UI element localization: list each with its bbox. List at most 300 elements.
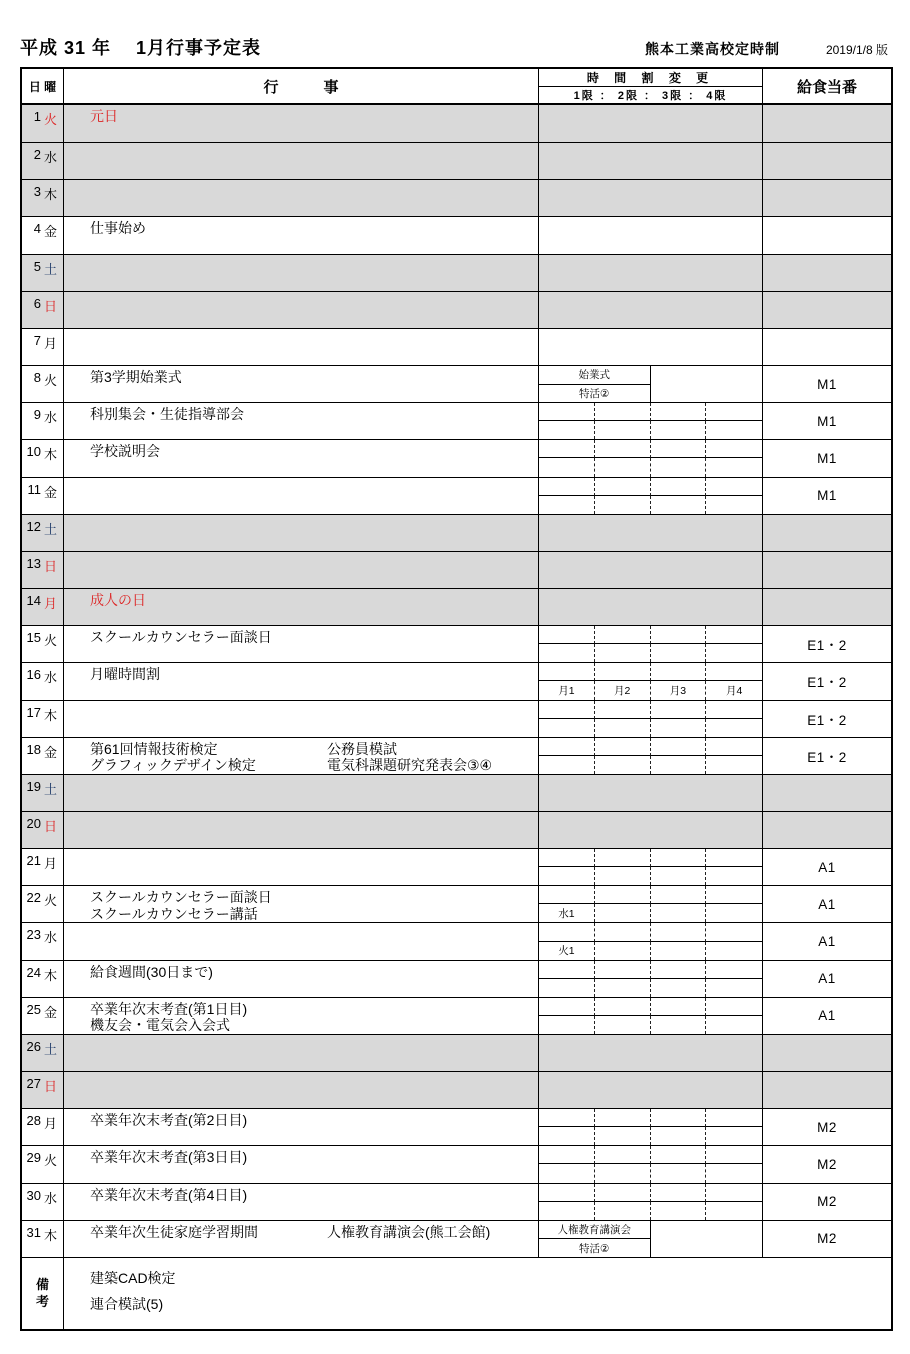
timetable-period-bottom: [651, 1016, 707, 1034]
events-cell: [64, 626, 539, 662]
events-cell: [64, 105, 539, 142]
timetable-cell: [539, 849, 763, 885]
header-timetable-label: 時 間 割 変 更: [539, 69, 762, 87]
day-number: 17: [26, 704, 41, 720]
timetable-period-top: [539, 626, 595, 644]
table-row: [22, 1034, 891, 1071]
day-number: 10: [26, 444, 41, 460]
day-cell: [22, 1221, 64, 1257]
timetable-period-top: [706, 998, 762, 1016]
table-row: [22, 774, 891, 811]
lunch-duty-cell: M2: [817, 1156, 837, 1172]
timetable-period-top: [595, 440, 651, 458]
lunch-duty-cell: M1: [817, 450, 837, 466]
table-row: [22, 737, 891, 774]
day-number: 16: [26, 667, 41, 683]
timetable-period-top: [706, 701, 762, 719]
day-cell: [22, 143, 64, 179]
event-line: [90, 1187, 538, 1204]
timetable-grid: [539, 440, 762, 476]
timetable-period-top: [595, 738, 651, 756]
table-row: [22, 997, 891, 1034]
day-weekday: 水: [44, 930, 58, 946]
timetable-period-bottom: [651, 1127, 707, 1145]
table-row: [22, 700, 891, 737]
timetable-cell: [539, 626, 763, 662]
day-cell: [22, 961, 64, 997]
timetable-cell: [539, 217, 763, 253]
day-weekday: 木: [44, 707, 58, 723]
day-weekday: 土: [44, 1041, 58, 1057]
day-weekday: 土: [44, 521, 58, 537]
timetable-period-top: [651, 478, 707, 496]
day-number: 27: [26, 1076, 41, 1092]
timetable-period-top: [651, 1146, 707, 1164]
day-number: 9: [33, 407, 41, 423]
timetable-period-top: [651, 886, 707, 904]
timetable-period-top: [539, 961, 595, 979]
event-line: [90, 369, 538, 386]
table-row: [22, 179, 891, 216]
timetable-split-bottom: 特活②: [579, 387, 610, 400]
events-cell: [64, 1035, 539, 1071]
lunch-duty-cell: M1: [817, 413, 837, 429]
events-cell: [64, 440, 539, 476]
events-cell: [64, 1221, 539, 1257]
day-number: 21: [26, 853, 41, 869]
day-cell: [22, 329, 64, 365]
timetable-period-top: [651, 1109, 707, 1127]
day-number: 11: [27, 481, 41, 497]
timetable-period-bottom: [651, 942, 707, 960]
timetable-split-bottom: 特活②: [579, 1242, 610, 1255]
day-cell: [22, 1184, 64, 1220]
timetable-period-bottom: [651, 904, 707, 922]
timetable-period-top: [595, 886, 651, 904]
timetable-grid: [539, 961, 762, 997]
timetable-split: [539, 366, 762, 402]
event-text: 月曜時間割: [90, 666, 160, 683]
table-row: [22, 365, 891, 402]
event-line: [90, 757, 538, 774]
event-text: スクールカウンセラー面談日: [90, 629, 272, 646]
timetable-period-top: [651, 440, 707, 458]
timetable-period-bottom: [706, 756, 762, 774]
events-cell: [64, 1109, 539, 1145]
timetable-period-bottom: [706, 421, 762, 439]
day-weekday: 日: [44, 298, 58, 314]
lunch-duty-cell: [763, 329, 891, 365]
day-weekday: 日: [44, 1079, 58, 1095]
day-cell: [22, 105, 64, 142]
timetable-split-top: 始業式: [539, 366, 650, 385]
document-header: [20, 34, 888, 60]
lunch-duty-cell: E1・2: [807, 749, 847, 765]
day-cell: [22, 663, 64, 699]
day-number: 7: [33, 332, 41, 348]
event-text-secondary: 電気科課題研究発表会③④: [327, 757, 493, 774]
timetable-grid: [539, 701, 762, 737]
timetable-period-top: [539, 886, 595, 904]
timetable-cell: [539, 440, 763, 476]
remarks-label: [22, 1258, 64, 1329]
day-cell: [22, 1109, 64, 1145]
day-cell: [22, 403, 64, 439]
timetable-period-top: [706, 886, 762, 904]
timetable-grid: [539, 1146, 762, 1182]
lunch-duty-cell: E1・2: [807, 675, 847, 691]
day-weekday: 水: [44, 670, 58, 686]
timetable-grid: [539, 886, 762, 922]
day-cell: [22, 701, 64, 737]
timetable-split-right: [651, 1221, 763, 1257]
lunch-duty-cell: [763, 515, 891, 551]
timetable-cell: [539, 552, 763, 588]
timetable-period-bottom: [706, 1202, 762, 1220]
timetable-period-top: [539, 403, 595, 421]
timetable-period-bottom: [539, 719, 595, 737]
timetable-period-bottom: [706, 496, 762, 514]
event-text-secondary: 人権教育講演会(熊工会館): [327, 1223, 491, 1240]
remarks-label-char: 考: [35, 1294, 49, 1310]
day-weekday: 金: [44, 484, 58, 500]
lunch-duty-cell: A1: [818, 934, 836, 950]
timetable-period-bottom: [595, 1202, 651, 1220]
lunch-duty-cell: M2: [817, 1231, 837, 1247]
lunch-duty-cell: [763, 812, 891, 848]
lunch-duty-cell: M2: [817, 1194, 837, 1210]
day-number: 23: [26, 927, 41, 943]
events-cell: [64, 738, 539, 774]
timetable-period-bottom: 月2: [595, 681, 651, 699]
timetable-grid: [539, 738, 762, 774]
timetable-period-bottom: [595, 942, 651, 960]
lunch-duty-cell: [763, 255, 891, 291]
events-cell: [64, 217, 539, 253]
event-line: [90, 406, 538, 423]
timetable-cell: [539, 923, 763, 959]
timetable-period-top: [706, 403, 762, 421]
timetable-period-top: [539, 738, 595, 756]
timetable-cell: [539, 812, 763, 848]
timetable-grid: [539, 998, 762, 1034]
event-text: スクールカウンセラー講話: [90, 905, 258, 922]
timetable-split-left: [539, 1221, 651, 1257]
events-cell: [64, 886, 539, 922]
timetable-period-bottom: [706, 1127, 762, 1145]
table-row: [22, 402, 891, 439]
table-row: [22, 960, 891, 997]
table-row: [22, 477, 891, 514]
day-weekday: 月: [44, 335, 58, 351]
timetable-period-top: [595, 701, 651, 719]
event-line: [90, 1149, 538, 1166]
event-text: 卒業年次末考査(第2日目): [90, 1112, 248, 1129]
header-lunch-duty: 給食当番: [796, 78, 857, 96]
timetable-cell: [539, 663, 763, 699]
table-row: [22, 1071, 891, 1108]
timetable-period-top: [595, 961, 651, 979]
event-text: 成人の日: [90, 592, 146, 609]
timetable-period-bottom: [706, 1016, 762, 1034]
day-number: 4: [33, 221, 41, 237]
timetable-period-top: [651, 738, 707, 756]
event-text: 仕事始め: [90, 220, 146, 237]
timetable-period-bottom: [595, 458, 651, 476]
day-cell: [22, 366, 64, 402]
lunch-duty-cell: [763, 1035, 891, 1071]
timetable-period-bottom: [595, 867, 651, 885]
event-line: [90, 443, 538, 460]
timetable-period-bottom: [706, 719, 762, 737]
table-row: [22, 1183, 891, 1220]
remarks-row: [22, 1257, 891, 1329]
day-weekday: 日: [44, 558, 58, 574]
timetable-grid: [539, 663, 762, 699]
events-cell: [64, 1072, 539, 1108]
timetable-period-top: [651, 923, 707, 941]
event-text: 第61回情報技術検定: [90, 740, 218, 757]
timetable-period-bottom: [706, 644, 762, 662]
table-row: [22, 1145, 891, 1182]
timetable-period-top: [706, 1109, 762, 1127]
timetable-period-top: [539, 1109, 595, 1127]
day-weekday: 木: [44, 187, 58, 203]
timetable-period-top: [539, 663, 595, 681]
lunch-duty-cell: A1: [818, 859, 836, 875]
timetable-cell: [539, 1221, 763, 1257]
day-number: 28: [26, 1113, 41, 1129]
timetable-period-bottom: [539, 421, 595, 439]
timetable-cell: [539, 366, 763, 402]
timetable-period-bottom: 月1: [539, 681, 595, 699]
timetable-period-top: [595, 478, 651, 496]
lunch-duty-cell: [763, 105, 891, 142]
timetable-period-bottom: [539, 1164, 595, 1182]
timetable-period-bottom: 月4: [725, 684, 743, 697]
timetable-grid: [539, 1109, 762, 1145]
day-weekday: 水: [44, 1190, 58, 1206]
timetable-period-top: [595, 403, 651, 421]
header-timetable-change: [539, 69, 763, 103]
timetable-period-top: [651, 403, 707, 421]
events-cell: [64, 255, 539, 291]
timetable-cell: [539, 255, 763, 291]
events-cell: [64, 812, 539, 848]
timetable-period-top: [651, 663, 707, 681]
header-events: 行 事: [64, 69, 539, 103]
lunch-duty-cell: M2: [817, 1119, 837, 1135]
events-cell: [64, 701, 539, 737]
timetable-grid: [539, 1184, 762, 1220]
timetable-period-top: [706, 1146, 762, 1164]
timetable-grid: [539, 626, 762, 662]
timetable-period-bottom: [706, 979, 762, 997]
timetable-cell: [539, 105, 763, 142]
timetable-period-top: [539, 1184, 595, 1202]
day-number: 31: [26, 1224, 41, 1240]
event-text: 科別集会・生徒指導部会: [90, 406, 244, 423]
remarks-body: [64, 1258, 891, 1329]
remarks-line: 建築CAD検定: [90, 1269, 176, 1286]
day-number: 2: [33, 147, 41, 163]
timetable-period-top: [706, 738, 762, 756]
lunch-duty-cell: M1: [817, 376, 837, 392]
table-row: [22, 328, 891, 365]
day-cell: [22, 626, 64, 662]
events-cell: [64, 552, 539, 588]
day-weekday: 金: [44, 224, 58, 240]
day-cell: [22, 738, 64, 774]
lunch-duty-cell: E1・2: [807, 638, 847, 654]
timetable-period-bottom: [595, 756, 651, 774]
timetable-period-top: [651, 849, 707, 867]
lunch-duty-cell: [763, 552, 891, 588]
timetable-period-bottom: [651, 1202, 707, 1220]
timetable-period-top: [706, 923, 762, 941]
timetable-period-top: [706, 849, 762, 867]
day-weekday: 金: [44, 1004, 58, 1020]
day-cell: [22, 849, 64, 885]
table-row: [22, 216, 891, 253]
day-weekday: 木: [44, 1227, 58, 1243]
table-row: [22, 254, 891, 291]
table-row: [22, 551, 891, 588]
timetable-cell: [539, 515, 763, 551]
event-line: [90, 906, 538, 923]
event-line: [90, 108, 538, 125]
timetable-cell: [539, 143, 763, 179]
event-text: 機友会・電気会入会式: [90, 1017, 230, 1034]
timetable-period-bottom: [651, 719, 707, 737]
table-row: [22, 625, 891, 662]
day-cell: [22, 1146, 64, 1182]
timetable-period-top: [595, 849, 651, 867]
timetable-period-bottom: [539, 1127, 595, 1145]
event-line: [90, 889, 538, 906]
timetable-period-top: [706, 961, 762, 979]
timetable-cell: [539, 589, 763, 625]
lunch-duty-cell: [763, 143, 891, 179]
day-number: 8: [33, 370, 41, 386]
timetable-period-top: [706, 663, 762, 681]
timetable-period-top: [539, 998, 595, 1016]
schedule-table: [20, 67, 893, 1331]
timetable-split-left: [539, 366, 651, 402]
day-weekday: 火: [44, 112, 58, 127]
timetable-period-bottom: [539, 756, 595, 774]
timetable-period-bottom: [539, 644, 595, 662]
timetable-period-bottom: [595, 1016, 651, 1034]
day-weekday: 月: [44, 856, 58, 872]
day-number: 29: [26, 1150, 41, 1166]
lunch-duty-cell: A1: [818, 896, 836, 912]
timetable-cell: [539, 998, 763, 1034]
document-header-right: [645, 39, 888, 60]
day-weekday: 火: [44, 1153, 58, 1169]
timetable-cell: [539, 180, 763, 216]
timetable-period-top: [706, 1184, 762, 1202]
timetable-period-bottom: [706, 942, 762, 960]
lunch-duty-cell: [763, 180, 891, 216]
table-header-row: [22, 69, 891, 105]
lunch-duty-cell: [763, 1072, 891, 1108]
lunch-duty-cell: E1・2: [807, 712, 847, 728]
events-cell: [64, 663, 539, 699]
timetable-grid: [539, 849, 762, 885]
table-row: [22, 848, 891, 885]
timetable-period-bottom: [706, 867, 762, 885]
table-row: [22, 922, 891, 959]
page-title: 平成 31 年 1月行事予定表: [20, 38, 262, 58]
timetable-cell: [539, 1072, 763, 1108]
timetable-period-top: [595, 626, 651, 644]
day-number: 5: [33, 258, 41, 274]
day-number: 1: [33, 109, 41, 124]
timetable-period-bottom: [539, 496, 595, 514]
event-text: 卒業年次末考査(第3日目): [90, 1149, 248, 1166]
timetable-period-bottom: 水1: [539, 904, 595, 922]
timetable-period-bottom: [595, 1164, 651, 1182]
table-row: [22, 662, 891, 699]
timetable-cell: [539, 478, 763, 514]
event-line: [90, 1017, 538, 1034]
day-weekday: 火: [44, 633, 58, 649]
timetable-cell: [539, 775, 763, 811]
timetable-cell: [539, 329, 763, 365]
timetable-cell: [539, 403, 763, 439]
rows-container: [22, 105, 891, 1257]
event-line: [90, 629, 538, 646]
day-cell: [22, 515, 64, 551]
lunch-duty-cell: A1: [818, 971, 836, 987]
timetable-cell: [539, 738, 763, 774]
events-cell: [64, 923, 539, 959]
remarks-line: 連合模試(5): [90, 1295, 164, 1312]
timetable-period-top: [595, 1184, 651, 1202]
timetable-split-right: [651, 366, 763, 402]
day-cell: [22, 552, 64, 588]
timetable-period-top: [595, 663, 651, 681]
table-row: [22, 439, 891, 476]
day-weekday: 水: [44, 410, 58, 426]
event-text: 第3学期始業式: [90, 369, 182, 386]
day-number: 12: [26, 518, 41, 534]
timetable-period-bottom: [595, 644, 651, 662]
event-text-secondary: 公務員模試: [327, 740, 397, 757]
event-line: [90, 964, 538, 981]
timetable-period-top: [651, 1184, 707, 1202]
day-weekday: 木: [44, 967, 58, 983]
day-cell: [22, 1035, 64, 1071]
day-weekday: 日: [44, 818, 58, 834]
day-number: 13: [26, 555, 41, 571]
day-cell: [22, 1072, 64, 1108]
events-cell: [64, 961, 539, 997]
events-cell: [64, 515, 539, 551]
remarks-label-char: 備: [35, 1277, 49, 1293]
timetable-grid: [539, 923, 762, 959]
table-row: [22, 291, 891, 328]
timetable-cell: [539, 1109, 763, 1145]
timetable-cell: [539, 886, 763, 922]
table-row: [22, 1108, 891, 1145]
timetable-period-bottom: [539, 867, 595, 885]
day-number: 25: [26, 1001, 41, 1017]
lunch-duty-cell: [763, 775, 891, 811]
events-cell: [64, 998, 539, 1034]
timetable-period-bottom: [595, 904, 651, 922]
